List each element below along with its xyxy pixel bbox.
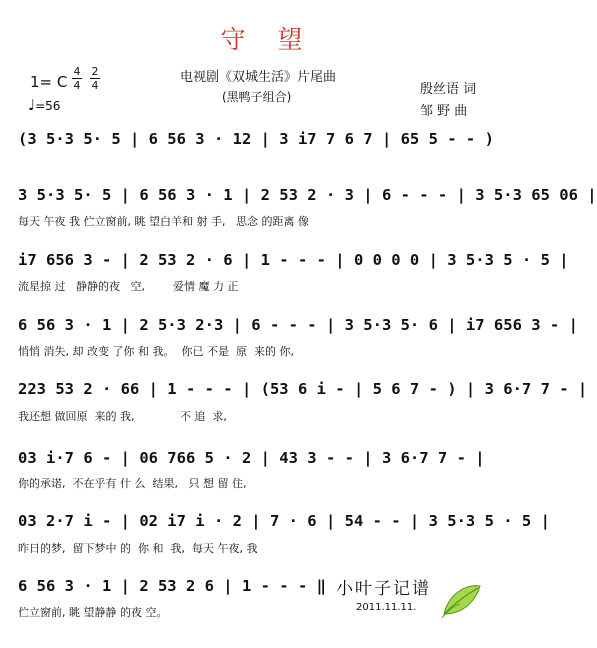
time-signature-2 [90,66,100,91]
tempo-marking [28,96,60,114]
lyrics-row [0,408,535,424]
tempo-value: =56 [35,99,61,113]
page-title: 守 望 [220,25,315,54]
lyrics-line: 昨日的梦, 留下梦中 的 你 和 我, 每天 午夜, 我 [18,542,258,555]
notation-line: i7 656 3 - | 2 53 2 · 6 | 1 - - - | 0 0 0 0 | 3 5·3 5 · 5 | [18,251,569,269]
lyrics-line: 我还想 做回原 来的 我, 不 追 求, [18,410,227,423]
performer: (黑鸭子组合) [222,90,292,104]
meter-2-denominator: 4 [91,79,99,92]
notation-row [0,186,597,208]
lyrics-row [0,213,535,229]
subtitle: 电视剧《双城生活》片尾曲 [180,70,337,85]
transcription-date: 2011.11.11. [356,602,417,613]
time-signature-1 [72,66,82,91]
notation-row [0,251,569,273]
lyrics-line: 每天 午夜 我 伫立窗前, 眺 望白羊和 射 手, 思念 的距离 像 [18,215,309,228]
lyricist-credit: 殷丝语 词 [420,82,477,97]
notation-line: 03 i·7 6 - | 06 766 5 · 2 | 43 3 - - | 3 6·7 7 - | [18,449,485,467]
lyrics-row [0,475,535,491]
notation-line: 03 2·7 i - | 02 i7 i · 2 | 7 · 6 | 54 - - | 3 5·3 5 · 5 | [18,512,550,530]
key-signature: 1= C [30,73,68,91]
lyrics-row [0,343,535,359]
notation-line: 6 56 3 · 1 | 2 53 2 6 | 1 - - - ‖ [18,577,326,595]
lyrics-line: 流星掠 过 静静的夜 空, 爱情 魔 力 正 [18,280,239,293]
quarter-note-icon: ♩ [28,96,36,114]
notation-row [0,449,535,471]
meter-1-denominator: 4 [73,79,81,92]
meter-1-numerator: 4 [73,65,81,78]
lyrics-row [0,540,535,556]
notation-row [0,130,535,152]
lyrics-line: 你的承诺, 不在乎有 什 么 结果, 只 想 留 住, [18,477,247,490]
meter-2-numerator: 2 [91,65,99,78]
notation-row [0,316,578,338]
lyrics-line: 伫立窗前, 眺 望静静 的夜 空。 [18,606,168,619]
lyrics-row [0,278,535,294]
notation-row [0,380,588,402]
composer-credit: 邹 野 曲 [420,104,468,119]
notation-line: (3 5·3 5· 5 | 6 56 3 · 12 | 3 i7 7 6 7 | 65 5 - - ) [18,130,494,148]
notation-line: 223 53 2 · 66 | 1 - - - | (53 6 i - | 5 6 7 - ) | 3 6·7 7 - | [18,380,588,398]
notation-line: 6 56 3 · 1 | 2 5·3 2·3 | 6 - - - | 3 5·3 5· 6 | i7 656 3 - | [18,316,578,334]
transcriber-signature: 小叶子记谱 [336,579,431,599]
notation-line: 3 5·3 5· 5 | 6 56 3 · 1 | 2 53 2 · 3 | 6 - - - | 3 5·3 65 06 | [18,186,597,204]
leaf-icon [440,580,482,620]
lyrics-line: 悄悄 消失, 却 改变 了你 和 我。 你已 不是 原 来的 你, [18,345,294,358]
notation-row [0,512,550,534]
